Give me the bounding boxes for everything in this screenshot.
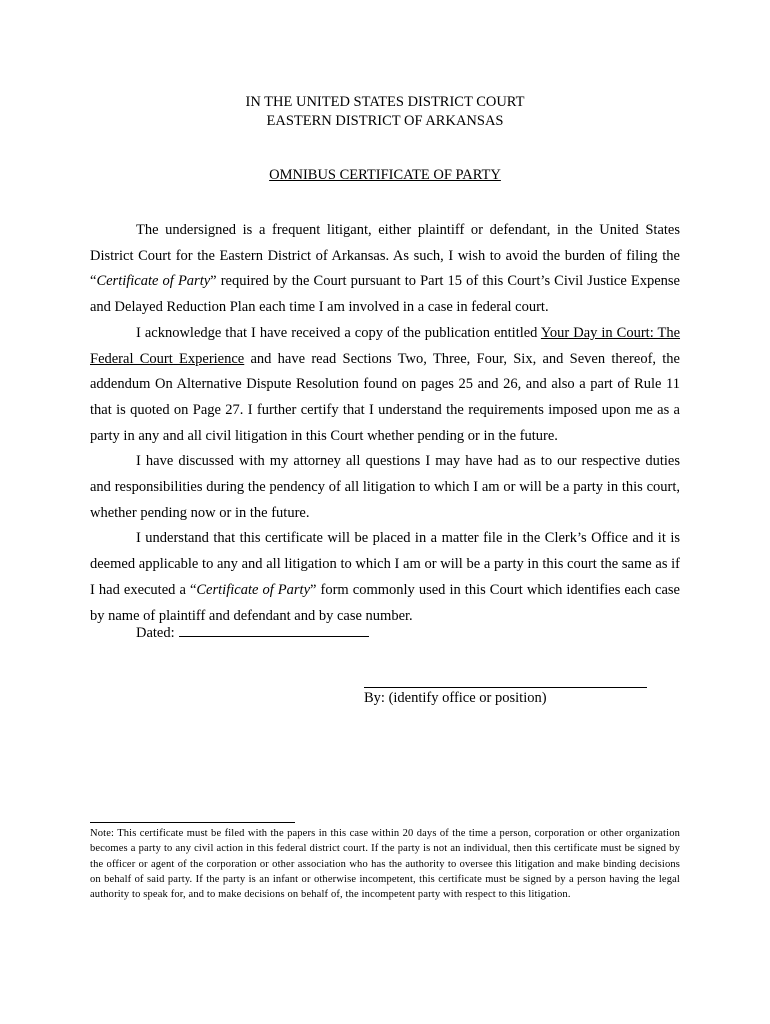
- paragraph-3: I have discussed with my attorney all questions I may have had as to our respective duties and responsibilities during the pendency of all litigation to which I am or will be a party in this court, whether pending now or in the future.: [90, 453, 680, 521]
- dated-field: [136, 622, 369, 642]
- footnote-note: Note: This certificate must be filed with the papers in this case within 20 days of the time a person, corporation or other organization becomes a party to any civil action in this federal district court. If the party is not an individual, then this certificate must be signed by the officer or agent of the corporation or other association who has the authority to oversee this litigation and make binding decisions on behalf of said party. If the party is an infant or otherwise incompetent, this certificate must be signed by a person having the legal authority to speak for, and to make decisions on behalf of, the incompetent party with respect to this litigation.: [90, 828, 680, 901]
- p2-text-a: I acknowledge that I have received a copy of the publication entitled: [136, 324, 541, 341]
- court-district-line: EASTERN DISTRICT OF ARKANSAS: [266, 113, 504, 129]
- publication-title: Your Day in Court: The Federal Court Experience: [90, 324, 681, 367]
- dated-label: Dated:: [136, 625, 175, 641]
- footnote-divider: [90, 822, 295, 823]
- document-title: OMNIBUS CERTIFICATE OF PARTY: [269, 167, 501, 183]
- p1-text-b: ” required by the Court pursuant to Part 15 of this Court’s Civil Justice Expense and Delayed Reduction Plan each time I am involved in a case in federal court.: [90, 273, 680, 316]
- paragraph-2: [90, 321, 680, 450]
- p2-text-b: and have read Sections Two, Three, Four, Six, and Seven thereof, the addendum On Alternative Dispute Resolution found on pages 25 and 26, and also a part of Rule 11 that is quoted on Page 27. I further certify that I understand the requirements imposed upon me as a party in any and all civil litigation in this Court whether pending or in the future.: [90, 350, 680, 444]
- p1-certificate-term: Certificate of Party: [96, 273, 211, 290]
- paragraph-4: [90, 526, 680, 629]
- signature-label: By: (identify office or position): [364, 690, 547, 706]
- signature-line[interactable]: [364, 687, 647, 688]
- court-name-line: IN THE UNITED STATES DISTRICT COURT: [245, 94, 525, 110]
- dated-blank[interactable]: [179, 622, 369, 637]
- p1-text-a: The undersigned is a frequent litigant, either plaintiff or defendant, in the United States District Court for the Eastern District of Arkansas. As such, I wish to avoid the burden of filing the “: [90, 222, 680, 290]
- paragraph-1: [90, 218, 680, 321]
- p4-text-b: ” form commonly used in this Court which identifies each case by name of plaintiff and defendant and by case number.: [90, 581, 680, 624]
- certificate-body: [90, 218, 680, 629]
- p4-text-a: I understand that this certificate will be placed in a matter file in the Clerk’s Office and it is deemed applicable to any and all litigation to which I am or will be a party in this court the same as if I had executed a “: [90, 530, 680, 598]
- p4-certificate-term: Certificate of Party: [196, 581, 311, 598]
